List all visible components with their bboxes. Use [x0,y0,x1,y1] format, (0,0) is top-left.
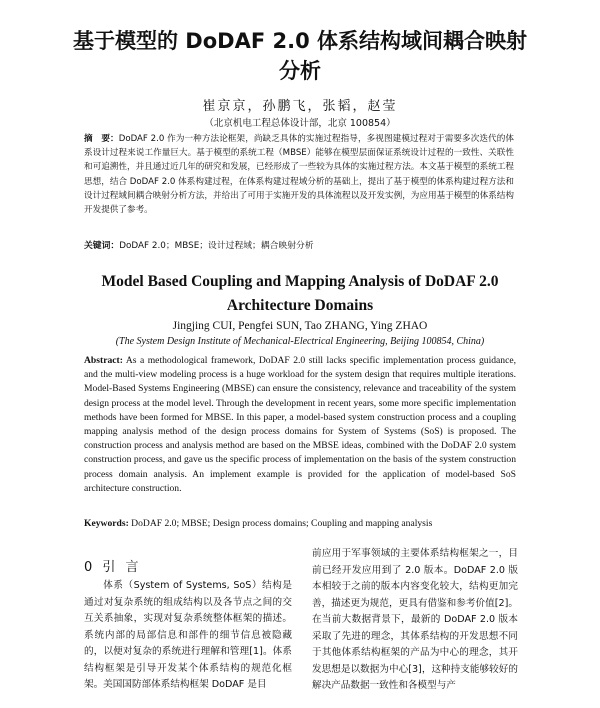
paper-title-en: Model Based Coupling and Mapping Analysis of DoDAF 2.0 Architecture Domains [101,273,499,314]
abstract-en-label: Abstract: [84,355,123,366]
abstract-en [84,354,516,496]
keywords-en [84,518,516,529]
paper-title-cn: 基于模型的 DoDAF 2.0 体系结构域间耦合映射分析 [72,29,528,83]
keywords-cn-text: DoDAF 2.0；MBSE；设计过程域；耦合映射分析 [119,241,314,251]
abstract-cn [84,132,514,217]
affiliation-cn: （北京机电工程总体设计部，北京 100854） [204,118,396,129]
body-column-right: 前应用于军事领域的主要体系结构框架之一，目前已经开发应用到了 2.0 版本。DoDAF 2.0 版本相较于之前的版本内容变化较大，结构更加完善，描述更为规范，更具有借鉴和参考价值[2]。在当前大数据背景下，最新的 DoDAF 2.0 版本采取了先进的理念，其体系结构的开发思想不同于其他体系结构框架的产品为中心的理念，其开发思想是以数据为中心[3]，这种持支能够较好的解决产品数据一致性和各模型与产 [312,548,518,691]
author-list-en: Jingjing CUI, Pengfei SUN, Tao ZHANG, Ying ZHAO [172,320,428,332]
body-column-left: 体系（System of Systems, SoS）结构是通过对复杂系统的组成结构以及各节点之间的交互关系抽象，实现对复杂系统整体框架的描述。系统内部的局部信息和部件的细节信息被隐藏的，以便对复杂的系统进行理解和管理[1]。体系结构框架是引导开发某个体系结构的规范化框架。美国国防部体系结构框架 DoDAF 是目 [84,580,292,690]
section-heading-introduction: 0 引 言 [84,560,142,575]
keywords-cn-label: 关键词： [84,241,120,251]
abstract-cn-text: DoDAF 2.0 作为一种方法论框架，尚缺乏具体的实施过程指导，多视图建模过程对于需要多次迭代的体系设计过程来说工作量巨大。基于模型的系统工程（MBSE）能够在模型层面保证系统设计过程的一致性、关联性和可追溯性，并且通过近几年的研究和发展，已经形成了一些较为具体的实施过程方法。本文基于模型的系统工程思想，结合 DoDAF 2.0 体系构建过程，在体系构建过程域分析的基础上，提出了基于模型的体系构建过程方法和设计过程域间耦合映射分析方法，并给出了可用于实施开发的具体流程以及开发实例，为应用基于模型的体系结构开发提供了参考。 [84,134,514,216]
affiliation-en: (The System Design Institute of Mechanical-Electrical Engineering, Beijing 100854, China) [115,336,485,347]
keywords-cn [84,238,514,251]
keywords-en-label: Keywords: [84,518,129,529]
abstract-cn-label: 摘 要： [84,134,119,144]
abstract-en-text: As a methodological framework, DoDAF 2.0 still lacks specific implementation process guidance, and the multi-view modeling process is a huge workload for the system design that requires multiple iterations. Model-Based Systems Engineering (MBSE) can ensure the consistency, relevance and traceability of the system design process at the model level. Through the development in recent years, some more specific implementation methods have been formed for MBSE. In this paper, a model-based system construction process and a coupling mapping analysis method of the design process domains for System of Systems (SoS) is proposed. The construction process and analysis method are based on the MBSE ideas, combined with the DoDAF 2.0 system construction process, and gave us the specific process of implementation on the basis of the system construction process domain analysis. An implement example is provided for the application of model-based SoS architecture construction. [84,355,517,494]
keywords-en-text: DoDAF 2.0; MBSE; Design process domains; Coupling and mapping analysis [131,518,433,529]
author-list-cn: 崔京京，孙鹏飞，张韬，赵莹 [202,99,398,114]
